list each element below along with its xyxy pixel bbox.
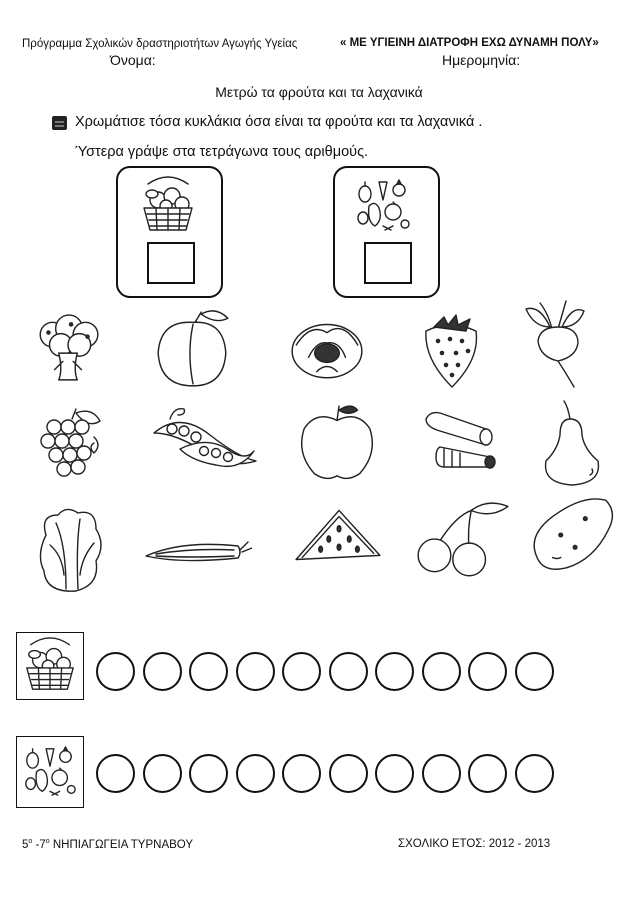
count-circle[interactable] bbox=[96, 754, 135, 793]
cabbage-icon bbox=[286, 310, 368, 382]
count-circle[interactable] bbox=[468, 652, 507, 691]
count-circle[interactable] bbox=[236, 754, 275, 793]
fruit-count-box[interactable] bbox=[147, 242, 195, 284]
peas-icon bbox=[150, 404, 260, 476]
count-circle[interactable] bbox=[189, 754, 228, 793]
count-circle[interactable] bbox=[189, 652, 228, 691]
fruit-category-card bbox=[116, 166, 223, 298]
count-circle[interactable] bbox=[422, 652, 461, 691]
count-circle[interactable] bbox=[236, 652, 275, 691]
vegetable-circles-row bbox=[96, 754, 566, 794]
school-year: ΣΧΟΛΙΚΟ ΕΤΟΣ: 2012 - 2013 bbox=[398, 838, 551, 850]
vegetables-group-icon bbox=[21, 743, 79, 801]
vegetable-count-box[interactable] bbox=[364, 242, 412, 284]
instruction-line-2: Ύστερα γράψε στα τετράγωνα τους αριθμούς. bbox=[75, 144, 369, 160]
instruction-line-1: Χρωμάτισε τόσα κυκλάκια όσα είναι τα φρούτα και τα λαχανικά . bbox=[75, 114, 483, 130]
worksheet-heading: Μετρώ τα φρούτα και τα λαχανικά bbox=[215, 84, 423, 100]
count-circle[interactable] bbox=[143, 652, 182, 691]
cherries-icon bbox=[410, 496, 512, 578]
watermelon-slice-icon bbox=[292, 506, 384, 568]
fruit-basket-icon bbox=[138, 176, 198, 236]
grapes-icon bbox=[36, 404, 106, 486]
strawberry-icon bbox=[414, 308, 484, 390]
count-circle[interactable] bbox=[375, 754, 414, 793]
program-title: Πρόγραμμα Σχολικών δραστηριοτήτων Αγωγής Υγείας bbox=[22, 38, 298, 50]
bullet-icon bbox=[52, 116, 67, 130]
zucchini-icon bbox=[420, 404, 500, 476]
apple-icon bbox=[296, 402, 378, 484]
count-circle[interactable] bbox=[282, 754, 321, 793]
peach-icon bbox=[152, 308, 234, 390]
count-circle[interactable] bbox=[422, 754, 461, 793]
school-name: $5^o$ $-7^o$ ΝΗΠΙΑΓΩΓΕΙΑ ΤΥΡΝΑΒΟΥ bbox=[22, 838, 194, 851]
fruit-basket-icon bbox=[21, 637, 79, 695]
broccoli-icon bbox=[32, 312, 104, 384]
count-circle[interactable] bbox=[282, 652, 321, 691]
count-circle[interactable] bbox=[515, 652, 554, 691]
count-circle[interactable] bbox=[515, 754, 554, 793]
vegetables-group-icon bbox=[353, 176, 413, 236]
lettuce-icon bbox=[36, 504, 106, 596]
vegetable-row-thumbnail bbox=[16, 736, 84, 808]
potato-icon bbox=[526, 494, 618, 576]
motto-title: « ΜΕ ΥΓΙΕΙΝΗ ΔΙΑΤΡΟΦΗ ΕΧΩ ΔΥΝΑΜΗ ΠΟΛΥ» bbox=[340, 37, 599, 49]
date-label: Ημερομηνία: bbox=[442, 52, 521, 68]
pear-icon bbox=[536, 398, 606, 490]
okra-icon bbox=[142, 532, 252, 572]
beetroot-icon bbox=[522, 298, 592, 390]
count-circle[interactable] bbox=[329, 652, 368, 691]
fruit-row-thumbnail bbox=[16, 632, 84, 700]
count-circle[interactable] bbox=[329, 754, 368, 793]
vegetable-category-card bbox=[333, 166, 440, 298]
name-label: Όνομα: bbox=[110, 52, 156, 68]
fruit-circles-row bbox=[96, 652, 566, 692]
count-circle[interactable] bbox=[143, 754, 182, 793]
count-circle[interactable] bbox=[375, 652, 414, 691]
count-circle[interactable] bbox=[468, 754, 507, 793]
count-circle[interactable] bbox=[96, 652, 135, 691]
